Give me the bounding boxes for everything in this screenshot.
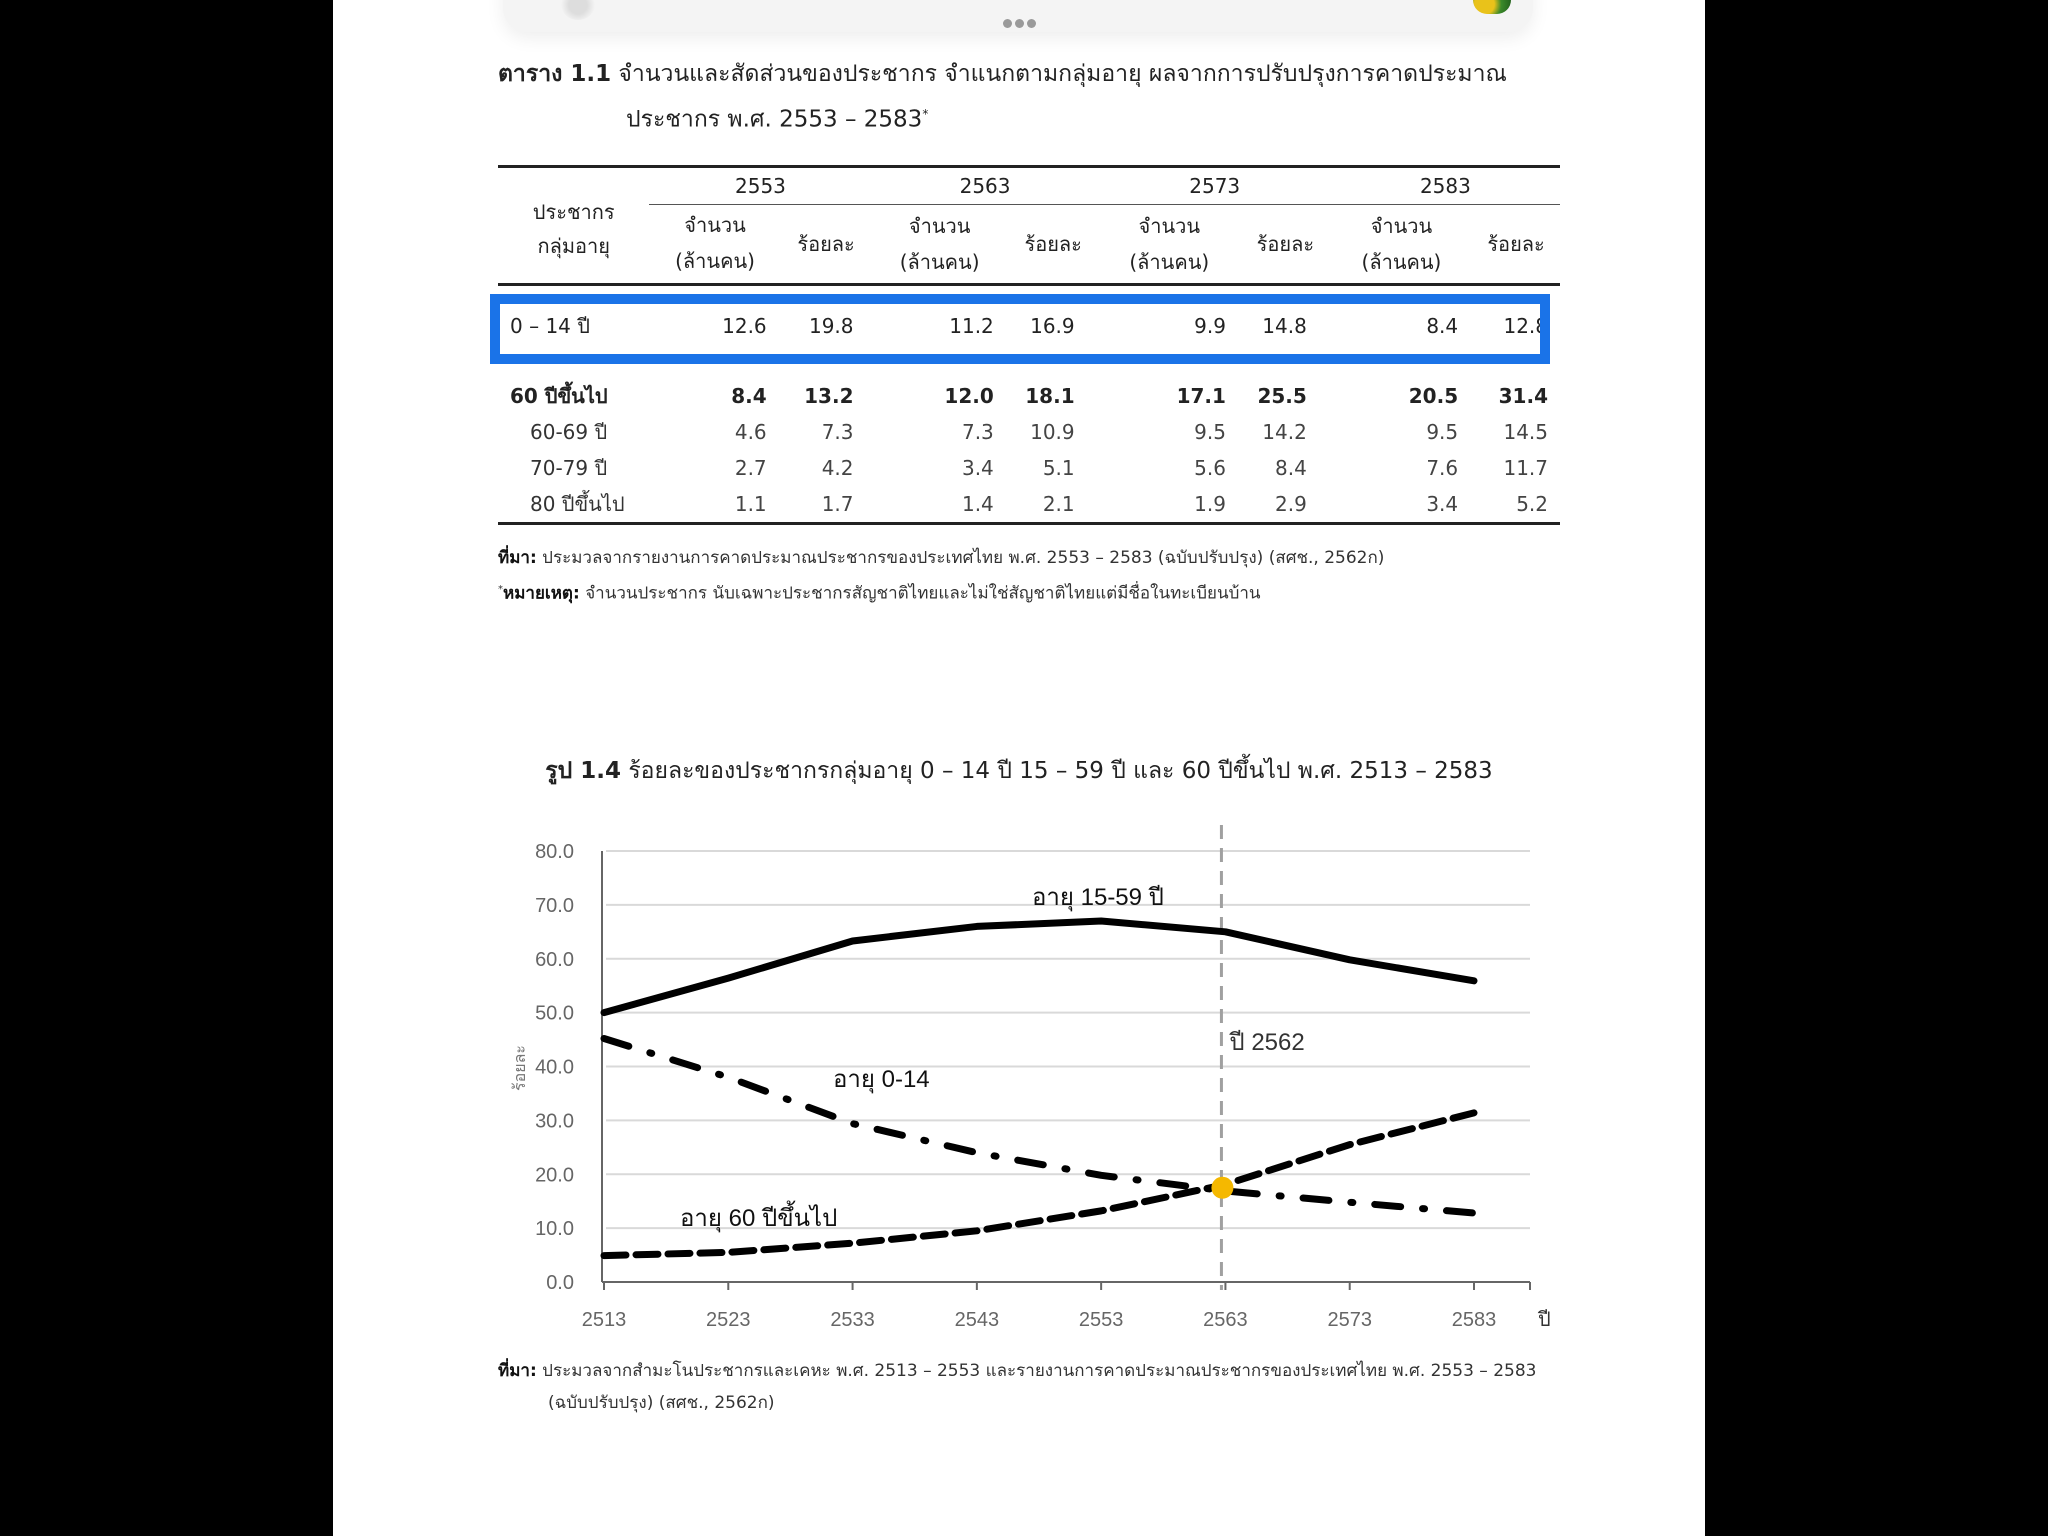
cell: 12.8 xyxy=(1503,314,1548,338)
year-header: 2563 xyxy=(872,167,1099,205)
count-header-line2: (ล้านคน) xyxy=(1129,250,1210,274)
count-header-line1: จำนวน xyxy=(908,214,971,238)
x-tick-label: 2513 xyxy=(581,1309,627,1331)
card-image-fragment xyxy=(561,0,595,20)
population-line-chart xyxy=(333,800,1705,1340)
count-header xyxy=(649,205,780,285)
table-row-clipped-bottom xyxy=(498,344,1560,378)
cell: 2.7 xyxy=(734,456,767,480)
y-tick-label: 10.0 xyxy=(535,1218,574,1241)
x-axis-label: ปี xyxy=(1538,1307,1551,1331)
table-notes xyxy=(498,542,1384,610)
row-label: 0 – 14 ปี xyxy=(510,314,590,338)
y-tick-label: 60.0 xyxy=(535,948,574,971)
note-mark: * xyxy=(498,584,503,595)
count-header-line2: (ล้านคน) xyxy=(899,250,980,274)
y-tick-label: 50.0 xyxy=(535,1002,574,1025)
percent-header: ร้อยละ xyxy=(1487,232,1545,256)
x-tick-label: 2523 xyxy=(706,1309,751,1331)
figure-source-text-cont: (ฉบับปรับปรุง) (สศช., 2562ก) xyxy=(548,1393,775,1413)
x-tick-label: 2563 xyxy=(1203,1309,1248,1331)
count-header xyxy=(1099,205,1240,285)
cell: 3.4 xyxy=(1426,492,1459,516)
cell: 25.5 xyxy=(1257,384,1307,408)
cell: 4.6 xyxy=(734,420,767,444)
cell: 7.3 xyxy=(961,420,994,444)
cell: 14.8 xyxy=(1262,314,1307,338)
row-label: 80 ปีขึ้นไป xyxy=(530,492,625,516)
row-header-line1: ประชากร xyxy=(532,199,615,224)
figure-title-text: ร้อยละของประชากรกลุ่มอายุ 0 – 14 ปี 15 – 59 ปี และ 60 ปีขึ้นไป พ.ศ. 2513 – 2583 xyxy=(628,758,1493,784)
figure-title xyxy=(333,753,1705,789)
cell: 3.4 xyxy=(961,456,994,480)
cell: 2.9 xyxy=(1274,492,1307,516)
cell: 2.1 xyxy=(1042,492,1075,516)
row-label: 60-69 ปี xyxy=(530,420,608,444)
cell: 20.5 xyxy=(1408,384,1459,408)
count-header-line1: จำนวน xyxy=(1370,214,1433,238)
row-label: 70-79 ปี xyxy=(530,456,608,480)
cell: 9.5 xyxy=(1426,420,1459,444)
series-label-60-plus: อายุ 60 ปีขึ้นไป xyxy=(680,1205,838,1232)
figure-source xyxy=(498,1355,1558,1419)
table-source xyxy=(498,542,1384,574)
y-tick-label: 0.0 xyxy=(546,1272,574,1294)
figure-label: รูป 1.4 xyxy=(545,758,622,784)
table-caption xyxy=(498,54,1507,140)
cell: 8.4 xyxy=(731,384,767,408)
count-header-line1: จำนวน xyxy=(1138,214,1201,238)
x-tick-label: 2583 xyxy=(1451,1309,1497,1331)
cell: 17.1 xyxy=(1176,384,1226,408)
cell: 14.2 xyxy=(1262,420,1307,444)
cell: 31.4 xyxy=(1498,384,1548,408)
cell: 8.4 xyxy=(1426,314,1459,338)
cell: 1.4 xyxy=(961,492,994,516)
cell: 11.7 xyxy=(1503,456,1548,480)
table-row xyxy=(498,486,1560,524)
count-header xyxy=(872,205,1008,285)
cell: 18.1 xyxy=(1025,384,1075,408)
table-row xyxy=(498,414,1560,450)
y-tick-labels xyxy=(535,841,574,1294)
y-tick-label: 40.0 xyxy=(535,1056,574,1079)
table-row-clipped-top xyxy=(498,285,1560,309)
table-caption-text: จำนวนและสัดส่วนของประชากร จำแนกตามกลุ่มอายุ ผลจากการปรับปรุงการคาดประมาณ xyxy=(618,61,1507,87)
y-tick-label: 20.0 xyxy=(535,1164,574,1187)
x-tick-labels xyxy=(582,1282,1530,1331)
population-table xyxy=(498,165,1560,525)
cell: 8.4 xyxy=(1274,456,1307,480)
table-note xyxy=(498,574,1384,610)
reference-line-label: ปี 2562 xyxy=(1229,1029,1305,1056)
cell: 4.2 xyxy=(821,456,854,480)
series-line xyxy=(604,1038,1474,1213)
card-thumbnail-image xyxy=(1473,0,1511,14)
count-header-line2: (ล้านคน) xyxy=(675,249,755,273)
cell: 1.7 xyxy=(821,492,854,516)
cell: 13.2 xyxy=(804,384,854,408)
year-header: 2553 xyxy=(649,167,871,205)
source-text: ประมวลจากรายงานการคาดประมาณประชากรของประเทศไทย พ.ศ. 2553 – 2583 (ฉบับปรับปรุง) (สศช., 2562ก) xyxy=(542,548,1385,568)
y-tick-label: 30.0 xyxy=(535,1110,574,1133)
note-text: จำนวนประชากร นับเฉพาะประชากรสัญชาติไทยและไม่ใช่สัญชาติไทยแต่มีชื่อในทะเบียนบ้าน xyxy=(585,583,1261,604)
cell: 1.1 xyxy=(734,492,767,516)
cell: 9.5 xyxy=(1194,420,1226,444)
series-line xyxy=(604,1113,1474,1256)
cell: 5.6 xyxy=(1194,456,1226,480)
table-row xyxy=(498,378,1560,414)
series-line xyxy=(604,921,1474,1013)
cell: 1.9 xyxy=(1194,492,1226,516)
cell: 12.0 xyxy=(944,384,994,408)
table-caption-mark: * xyxy=(922,107,929,121)
table-row xyxy=(498,308,1560,344)
row-label: 60 ปีขึ้นไป xyxy=(510,384,608,408)
document-page xyxy=(333,0,1705,1536)
year-header: 2583 xyxy=(1331,167,1560,205)
note-label: หมายเหตุ: xyxy=(503,583,580,604)
figure-source-text: ประมวลจากสำมะโนประชากรและเคหะ พ.ศ. 2513 – 2553 และรายงานการคาดประมาณประชากรของประเทศไทย พ.ศ. 2553 – 2583 xyxy=(542,1361,1537,1381)
y-tick-label: 80.0 xyxy=(535,841,574,863)
percent-header: ร้อยละ xyxy=(1024,232,1082,256)
cell: 19.8 xyxy=(808,314,854,338)
y-tick-label: 70.0 xyxy=(535,894,574,917)
x-tick-label: 2543 xyxy=(954,1309,1000,1331)
cell: 11.2 xyxy=(949,314,994,338)
cell: 12.6 xyxy=(722,314,767,338)
x-tick-label: 2533 xyxy=(830,1309,875,1331)
count-header-line1: จำนวน xyxy=(684,213,746,237)
x-tick-label: 2573 xyxy=(1327,1309,1372,1331)
table-row xyxy=(498,450,1560,486)
row-header-line2: กลุ่มอายุ xyxy=(537,233,610,258)
table-caption-label: ตาราง 1.1 xyxy=(498,61,612,87)
source-label: ที่มา: xyxy=(498,548,537,568)
count-header xyxy=(1331,205,1472,285)
highlight-point xyxy=(1211,1177,1233,1199)
cell: 9.9 xyxy=(1194,314,1226,338)
cell: 7.6 xyxy=(1426,456,1459,480)
cell: 7.3 xyxy=(821,420,854,444)
series-label-15-59: อายุ 15-59 ปี xyxy=(1032,884,1164,911)
cell: 14.5 xyxy=(1503,420,1548,444)
figure-source-label: ที่มา: xyxy=(498,1361,537,1381)
y-axis-label: ร้อยละ xyxy=(510,1045,529,1091)
cell: 10.9 xyxy=(1030,420,1075,444)
percent-header: ร้อยละ xyxy=(797,232,855,256)
x-tick-label: 2553 xyxy=(1078,1309,1124,1331)
cell: 5.1 xyxy=(1042,456,1075,480)
percent-header: ร้อยละ xyxy=(1256,232,1315,256)
count-header-line2: (ล้านคน) xyxy=(1361,250,1442,274)
table-caption-line2: ประชากร พ.ศ. 2553 – 2583 xyxy=(626,106,923,133)
cell: 16.9 xyxy=(1030,314,1075,338)
year-header: 2573 xyxy=(1099,167,1331,205)
series-label-0-14: อายุ 0-14 xyxy=(833,1066,930,1093)
drag-handle-dots-icon[interactable] xyxy=(1003,19,1036,28)
row-header xyxy=(498,167,649,285)
cell: 5.2 xyxy=(1516,492,1548,516)
